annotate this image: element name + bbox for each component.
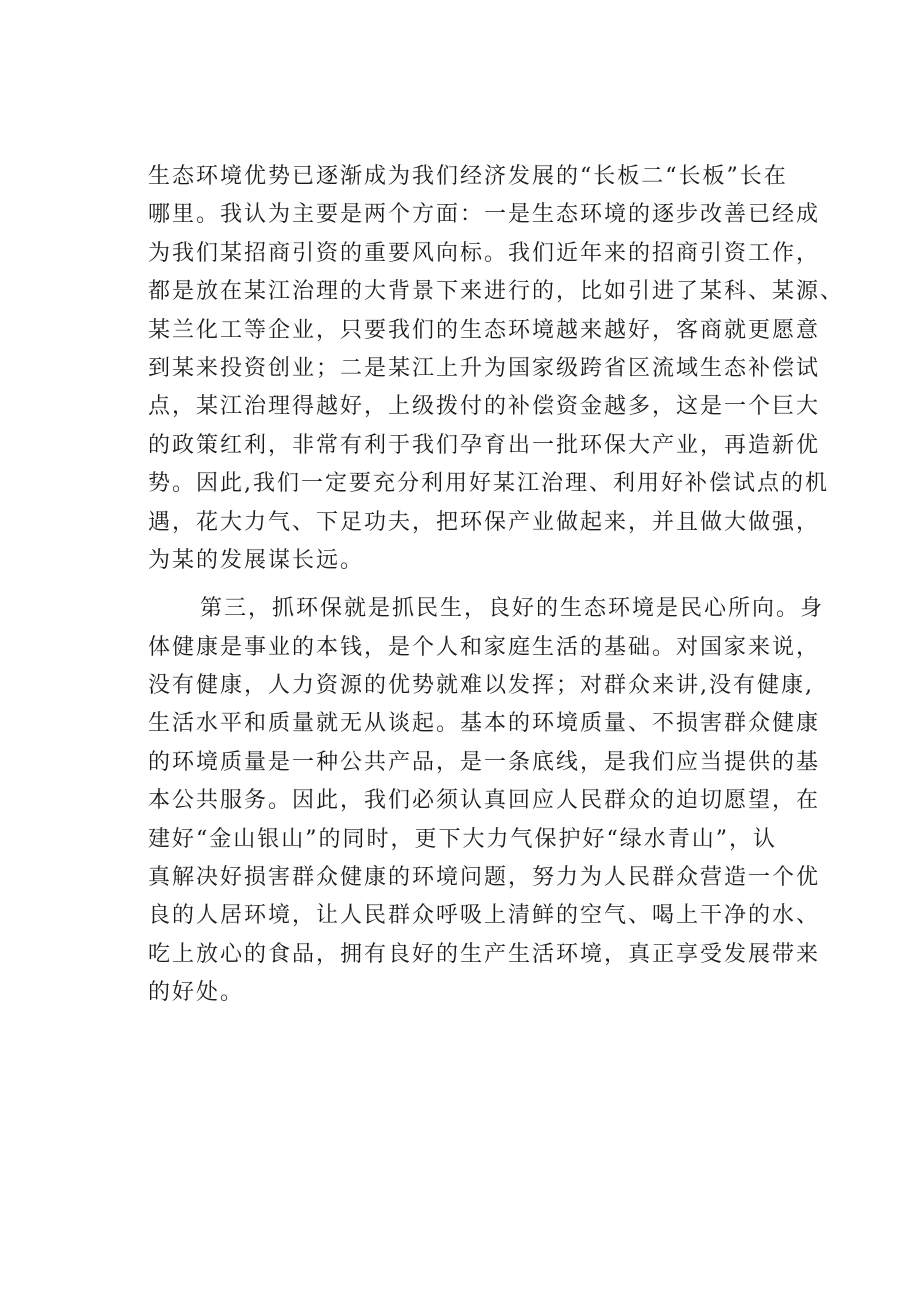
paragraph-line: 都是放在某江治理的大背景下来进行的，比如引进了某科、某源、 [148,279,845,305]
paragraph-line: 的好处。 [148,980,245,1006]
paragraph-line: 生态环境优势已逐渐成为我们经济发展的“长板二“长板”长在 [148,164,788,189]
paragraph-line: 到某来投资创业；二是某江上升为国家级跨省区流域生态补偿试 [148,355,821,381]
paragraph-line: 某兰化工等企业，只要我们的生态环境越来越好，客商就更愿意 [148,317,821,343]
paragraph-1 [148,158,845,580]
paragraph-line: 体健康是事业的本钱，是个人和家庭生活的基础。对国家来说， [148,634,821,660]
paragraph-line: 哪里。我认为主要是两个方面：一是生态环境的逐步改善已经成 [148,202,821,228]
paragraph-spacer [148,580,828,590]
paragraph-line: 为某的发展谋长远。 [148,547,365,573]
document-body [148,158,845,1013]
paragraph-line: 点，某江治理得越好，上级拨付的补偿资金越多，这是一个巨大 [148,394,821,420]
paragraph-line: 建好“金山银山”的同时，更下大力气保护好“绿水青山”，认 [148,826,777,852]
paragraph-line: 为我们某招商引资的重要风向标。我们近年来的招商引资工作， [148,240,821,266]
paragraph-line: 本公共服务。因此，我们必须认真回应人民群众的迫切愿望，在 [148,788,821,814]
paragraph-line: 真解决好损害群众健康的环境问题，努力为人民群众营造一个优 [148,865,821,891]
paragraph-line: 势。因此,我们一定要充分利用好某江治理、利用好补偿试点的机 [148,471,829,497]
paragraph-line: 没有健康，人力资源的优势就难以发挥；对群众来讲,没有健康, [148,673,814,699]
paragraph-line: 吃上放心的食品，拥有良好的生产生活环境，真正享受发展带来 [148,941,821,967]
paragraph-line: 的政策红利，非常有利于我们孕育出一批环保大产业，再造新优 [148,432,821,458]
paragraph-line: 生活水平和质量就无从谈起。基本的环境质量、不损害群众健康 [148,711,821,737]
paragraph-line: 遇，花大力气、下足功夫，把环保产业做起来，并且做大做强， [148,509,821,535]
paragraph-line: 的环境质量是一种公共产品，是一条底线，是我们应当提供的基 [148,749,821,775]
paragraph-line: 第三，抓环保就是抓民生，良好的生态环境是民心所向。身 [200,596,825,622]
paragraph-line: 良的人居环境，让人民群众呼吸上清鲜的空气、喝上干净的水、 [148,903,821,929]
paragraph-2 [148,590,828,1012]
